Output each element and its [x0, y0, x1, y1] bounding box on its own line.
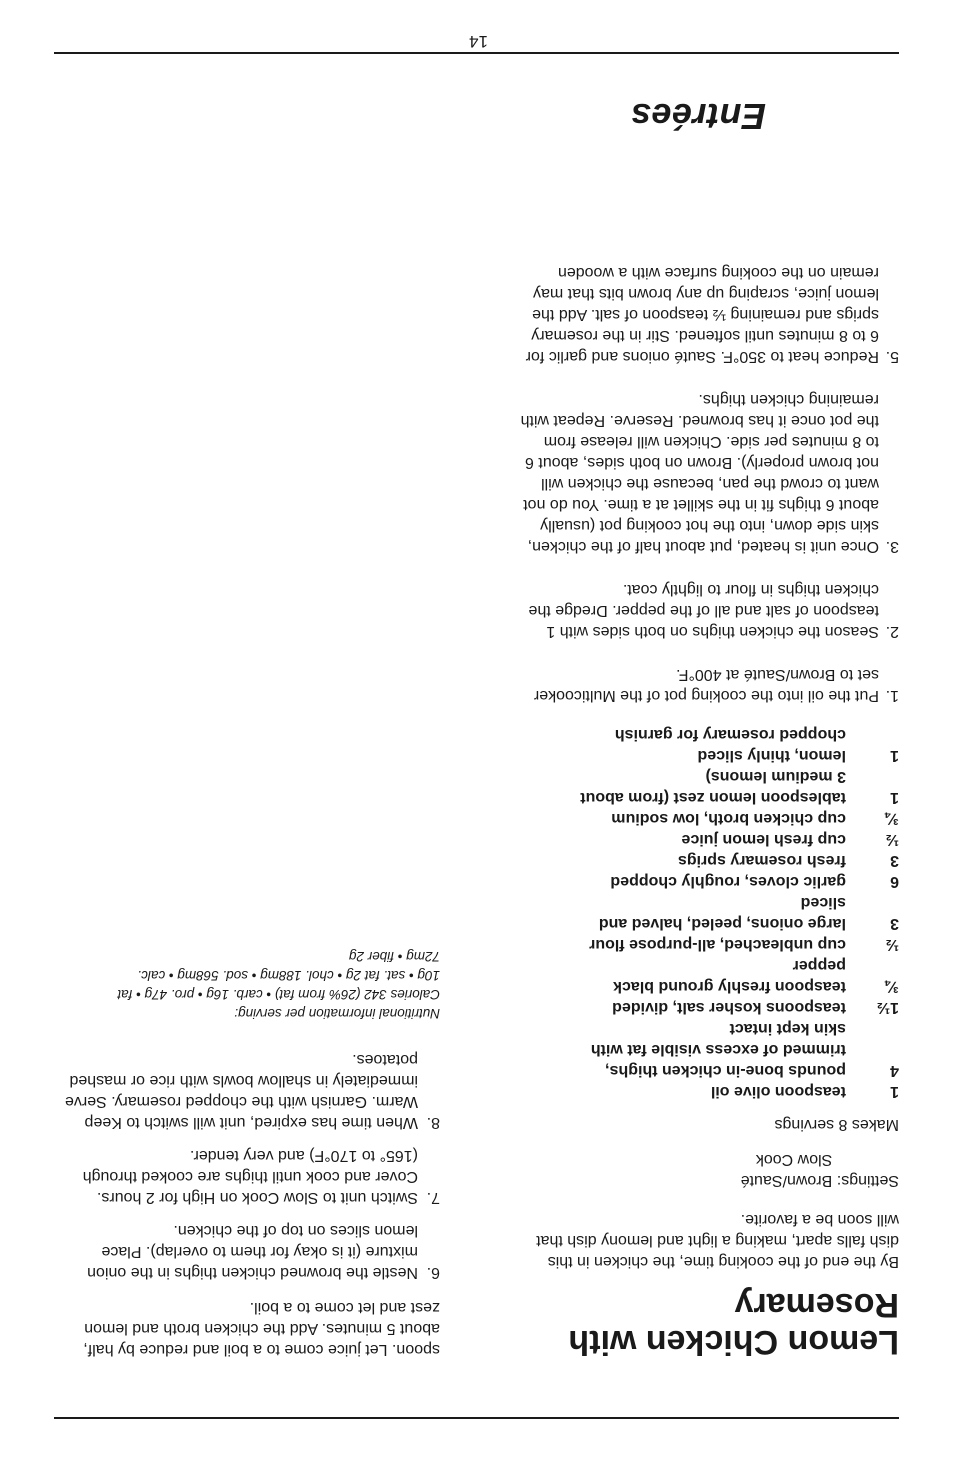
step-text: Reduce heat to 350°F. Sauté onions and garlic for 6 to 8 minutes until softened. Stir in the rosemary sprigs and remaining ½ teaspoon of salt. Add the lemon juice, scraping up any brown bits that may remain on the cooking surface with a wooden — [525, 264, 879, 365]
ingredient-item — [499, 829, 899, 850]
nutrition-info — [100, 947, 440, 1023]
step-number: 8. — [426, 1114, 440, 1131]
recipe-servings: Makes 8 servings — [774, 1116, 899, 1133]
section-header: Entrées — [630, 96, 766, 137]
step-number: 2. — [885, 623, 899, 640]
recipe-intro: By the end of the cooking time, the chicken in this dish falls apart, making a light and lemony dish that will soon be a favorite. — [536, 1211, 899, 1270]
recipe-title-line-1: Lemon Chicken with — [568, 1323, 899, 1361]
ingredient-text: pounds bone-in chicken thighs, trimmed of excess visible fat with skin kept intact — [590, 1020, 846, 1079]
ingredient-qty: 3 — [890, 852, 899, 869]
ingredient-qty — [846, 724, 899, 745]
step-number: 7. — [426, 1189, 440, 1206]
step-list — [499, 262, 899, 706]
ingredient-text: teaspoons kosher salt, divided — [612, 999, 846, 1016]
ingredient-qty: ½ — [885, 936, 899, 953]
ingredient-item — [499, 745, 899, 766]
setting-slow-cook: Slow Cook — [755, 1151, 833, 1168]
ingredient-item — [499, 766, 899, 808]
ingredient-text: lemon, thinly sliced — [697, 747, 846, 764]
ingredient-item — [499, 955, 899, 997]
ingredient-qty: ½ — [885, 831, 899, 848]
ingredient-text: cup unbleached, all-purpose flour — [589, 936, 846, 953]
step-item — [0, 1220, 440, 1283]
ingredient-qty: 4 — [890, 1062, 899, 1079]
step-text: Once unit is heated, put about half of the chicken, skin side down, into the hot cooking pot (usually about 6 thighs fit in the skillet at a time. You do not want to crowd the pan, because the chicken will not brown properly). Brown on both sides, about 6 to 8 minutes per side. Chicken will release from the pot once it has browned. Reserve. Repeat with remaining chicken thighs. — [520, 391, 879, 555]
step-text: Season the chicken thighs on both sides with 1 teaspoon of salt and all of the pepper. Dredge the chicken thighs in flour to lightly coat. — [528, 581, 879, 640]
recipe-title-line-2: Rosemary — [734, 1286, 899, 1324]
step-number: 5. — [885, 348, 899, 365]
recipe-title — [499, 1286, 899, 1360]
ingredient-item — [499, 1081, 899, 1102]
top-rule — [54, 1417, 899, 1419]
step-text: Put the oil into the cooking pot of the Multicooker set to Brown/Sauté at 400°F. — [533, 666, 879, 704]
ingredient-qty: 1 — [890, 789, 899, 806]
recipe-settings — [499, 1149, 899, 1191]
ingredient-qty: 3 — [890, 915, 899, 932]
ingredient-item — [499, 871, 899, 892]
ingredient-qty: 1½ — [876, 999, 899, 1016]
ingredient-text: tablespoon lemon zest (from about 3 medium lemons) — [580, 768, 846, 806]
ingredient-item — [499, 850, 899, 871]
step-number: 1. — [885, 687, 899, 704]
ingredient-item — [499, 892, 899, 934]
nutrition-text: Calories 342 (26% from fat) • carb. 16g • pro. 47g • fat 10g • sat. fat 2g • chol. 188mg • sod. 568mg • calc. 72mg • fiber 2g — [117, 949, 440, 1002]
step-text: When time has expired, unit will switch to Keep Warm. Garnish with the chopped rosemary. Serve immediately in shallow bowls with rice or mashed potatoes. — [64, 1051, 418, 1131]
step-item — [0, 1049, 440, 1133]
step-number: 6. — [426, 1264, 440, 1281]
step-text: Switch unit to Slow Cook on High for 2 hours. Cover and cook until thighs are cooked through (165° to 170°F) and very tender. — [82, 1147, 418, 1206]
step-number: 3. — [885, 538, 899, 555]
nutrition-heading: Nutritional information per serving: — [234, 1006, 440, 1021]
ingredient-text: large onions, peeled, halved and sliced — [598, 894, 846, 932]
step-5-continuation: spoon. Let juice come to a boil and reduce by half, about 5 minutes. Add the chicken broth and lemon zest and let come to a boil. — [83, 1299, 440, 1358]
page-number: 14 — [469, 32, 488, 51]
ingredient-item — [499, 1018, 899, 1081]
step-item — [0, 1145, 440, 1208]
ingredient-qty: 1 — [890, 1083, 899, 1100]
ingredient-text: teaspoon freshly ground black pepper — [613, 957, 846, 995]
ingredient-text: teaspoon olive oil — [710, 1083, 846, 1100]
recipe-main-column — [499, 240, 899, 1360]
ingredient-text: chopped rosemary for garnish — [614, 726, 846, 743]
ingredient-qty: 6 — [890, 873, 899, 890]
ingredient-text: garlic cloves, roughly chopped — [610, 873, 846, 890]
ingredient-qty: ¾ — [885, 810, 899, 827]
ingredient-item — [499, 808, 899, 829]
ingredient-qty: 1 — [890, 747, 899, 764]
ingredient-qty: ¾ — [885, 978, 899, 995]
step-item — [499, 664, 899, 706]
ingredient-item — [499, 724, 899, 745]
setting-brown-saute: Brown/Sauté — [740, 1172, 833, 1189]
step-item — [499, 389, 899, 557]
step-item — [499, 579, 899, 642]
ingredient-text: fresh rosemary sprigs — [677, 852, 846, 869]
ingredient-text: cup fresh lemon juice — [681, 831, 846, 848]
ingredient-item — [499, 934, 899, 955]
step-item — [499, 262, 899, 367]
ingredient-list — [499, 724, 899, 1102]
ingredient-item — [499, 997, 899, 1018]
recipe-continuation-column — [0, 947, 440, 1360]
bottom-rule — [54, 52, 899, 54]
step-text: Nestle the browned chicken thighs in the onion mixture (it is okay for them to overlap). Place lemon slices on top of the chicken. — [87, 1222, 418, 1281]
settings-label: Settings: — [832, 1172, 899, 1189]
ingredient-text: cup chicken broth, low sodium — [611, 810, 846, 827]
